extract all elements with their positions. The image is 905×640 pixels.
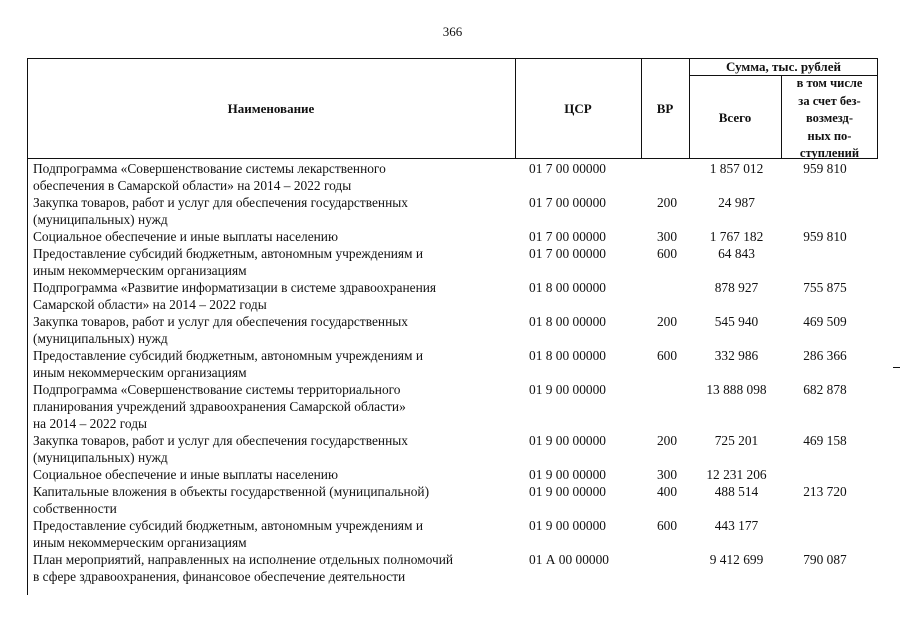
- row-vr: [642, 551, 692, 585]
- row-name: [33, 551, 527, 585]
- row-name: [33, 381, 527, 432]
- row-total: 443 177: [714, 518, 759, 533]
- row-csr: 01 7 00 00000: [529, 246, 606, 261]
- row-name: [33, 483, 527, 517]
- table-row: [33, 347, 878, 381]
- row-name-line: обеспечения в Самарской области» на 2014 – 2022 годы: [33, 178, 352, 193]
- row-name-line: (муниципальных) нужд: [33, 331, 168, 346]
- row-name: [33, 228, 527, 245]
- header-csr: ЦСР: [564, 101, 592, 116]
- header-sum: Сумма, тыс. рублей: [726, 59, 841, 74]
- row-name: [33, 160, 527, 194]
- row-vr: 600: [656, 348, 678, 363]
- row-vr: 600: [656, 246, 678, 261]
- row-csr: 01 7 00 00000: [529, 161, 606, 176]
- row-name-line: собственности: [33, 501, 117, 516]
- table-row: [33, 228, 878, 245]
- row-vr: 400: [656, 484, 678, 499]
- table-row: [33, 313, 878, 347]
- row-free: 213 720: [803, 484, 847, 499]
- row-free: [781, 466, 869, 483]
- row-total: 13 888 098: [706, 382, 767, 397]
- row-name: [33, 517, 527, 551]
- row-name-line: на 2014 – 2022 годы: [33, 416, 148, 431]
- row-name-line: Подпрограмма «Развитие информатизации в системе здравоохранения: [33, 280, 437, 295]
- row-name-line: Закупка товаров, работ и услуг для обеспечения государственных: [33, 314, 408, 329]
- header-vr: ВР: [656, 101, 674, 116]
- row-vr: [642, 381, 692, 432]
- row-free: 959 810: [803, 229, 847, 244]
- row-name-line: Самарской области» на 2014 – 2022 годы: [33, 297, 267, 312]
- table-row: [33, 381, 878, 432]
- row-total: 488 514: [714, 484, 759, 499]
- row-name-line: в сфере здравоохранения, финансовое обеспечение деятельности: [33, 569, 406, 584]
- row-total: 1 857 012: [709, 161, 764, 176]
- row-total: 9 412 699: [709, 552, 764, 567]
- row-name: [33, 279, 527, 313]
- row-total: 64 843: [718, 246, 755, 261]
- row-total: 332 986: [714, 348, 759, 363]
- table-row: [33, 279, 878, 313]
- table-body: [33, 160, 878, 585]
- row-total: 24 987: [718, 195, 755, 210]
- row-name-line: иным некоммерческим организациям: [33, 535, 247, 550]
- row-vr: 300: [656, 229, 678, 244]
- table-row: [33, 517, 878, 551]
- row-total: 878 927: [714, 280, 759, 295]
- row-csr: 01 9 00 00000: [529, 467, 606, 482]
- row-total: 545 940: [714, 314, 759, 329]
- header-name: Наименование: [227, 101, 315, 116]
- row-vr: 600: [656, 518, 678, 533]
- row-name: [33, 245, 527, 279]
- row-name: [33, 194, 527, 228]
- table-row: [33, 160, 878, 194]
- table-row: [33, 466, 878, 483]
- row-free: 790 087: [803, 552, 847, 567]
- header-free-note-line: ступлений: [799, 146, 860, 160]
- margin-mark: [893, 367, 900, 368]
- header-free-note: [781, 75, 878, 163]
- row-csr: 01 9 00 00000: [529, 433, 606, 448]
- header-free-note-line: в том числе: [796, 76, 863, 90]
- table-row: [33, 551, 878, 585]
- row-name-line: Предоставление субсидий бюджетным, автономным учреждениям и: [33, 518, 424, 533]
- row-vr: 300: [656, 467, 678, 482]
- row-csr: 01 8 00 00000: [529, 348, 606, 363]
- row-vr: 200: [656, 195, 678, 210]
- row-vr: 200: [656, 433, 678, 448]
- row-name-line: Закупка товаров, работ и услуг для обеспечения государственных: [33, 195, 408, 210]
- row-csr: 01 8 00 00000: [529, 280, 606, 295]
- row-free: [781, 194, 869, 228]
- row-free: 469 158: [803, 433, 847, 448]
- row-name: [33, 432, 527, 466]
- table-row: [33, 194, 878, 228]
- row-free: 682 878: [803, 382, 847, 397]
- row-csr: 01 7 00 00000: [529, 229, 606, 244]
- row-free: [781, 245, 869, 279]
- row-name-line: планирования учреждений здравоохранения Самарской области»: [33, 399, 406, 414]
- row-free: [781, 517, 869, 551]
- row-csr: 01 9 00 00000: [529, 518, 606, 533]
- row-free: 286 366: [803, 348, 847, 363]
- row-name-line: Подпрограмма «Совершенствование системы территориального: [33, 382, 401, 397]
- row-csr: 01 8 00 00000: [529, 314, 606, 329]
- header-free-note-line: ных по-: [807, 128, 852, 143]
- row-total: 12 231 206: [706, 467, 767, 482]
- table-row: [33, 483, 878, 517]
- row-name: [33, 347, 527, 381]
- row-csr: 01 А 00 00000: [529, 552, 609, 567]
- row-total: 725 201: [714, 433, 759, 448]
- row-csr: 01 7 00 00000: [529, 195, 606, 210]
- row-vr: 200: [656, 314, 678, 329]
- row-name: [33, 466, 527, 483]
- row-name-line: Закупка товаров, работ и услуг для обеспечения государственных: [33, 433, 408, 448]
- row-free: 469 509: [803, 314, 847, 329]
- row-name-line: Социальное обеспечение и иные выплаты населению: [33, 229, 338, 244]
- row-name-line: Подпрограмма «Совершенствование системы лекарственного: [33, 161, 386, 176]
- row-vr: [642, 160, 692, 194]
- row-csr: 01 9 00 00000: [529, 484, 606, 499]
- row-free: 755 875: [803, 280, 847, 295]
- row-csr: 01 9 00 00000: [529, 382, 606, 397]
- row-name: [33, 313, 527, 347]
- row-name-line: (муниципальных) нужд: [33, 212, 168, 227]
- page-number: 366: [442, 24, 463, 39]
- row-name-line: иным некоммерческим организациям: [33, 365, 247, 380]
- row-free: 959 810: [803, 161, 847, 176]
- row-name-line: Капитальные вложения в объекты государственной (муниципальной): [33, 484, 430, 499]
- row-name-line: Социальное обеспечение и иные выплаты населению: [33, 467, 338, 482]
- row-name-line: Предоставление субсидий бюджетным, автономным учреждениям и: [33, 246, 424, 261]
- row-name-line: План мероприятий, направленных на исполнение отдельных полномочий: [33, 552, 454, 567]
- row-name-line: (муниципальных) нужд: [33, 450, 168, 465]
- table-row: [33, 432, 878, 466]
- table-row: [33, 245, 878, 279]
- table-left-rule: [27, 159, 28, 595]
- row-vr: [642, 279, 692, 313]
- row-name-line: иным некоммерческим организациям: [33, 263, 247, 278]
- row-total: 1 767 182: [709, 229, 764, 244]
- row-name-line: Предоставление субсидий бюджетным, автономным учреждениям и: [33, 348, 424, 363]
- header-free-note-line: возмезд-: [805, 111, 854, 125]
- header-free-note-line: за счет без-: [798, 93, 861, 108]
- header-total: Всего: [718, 110, 752, 125]
